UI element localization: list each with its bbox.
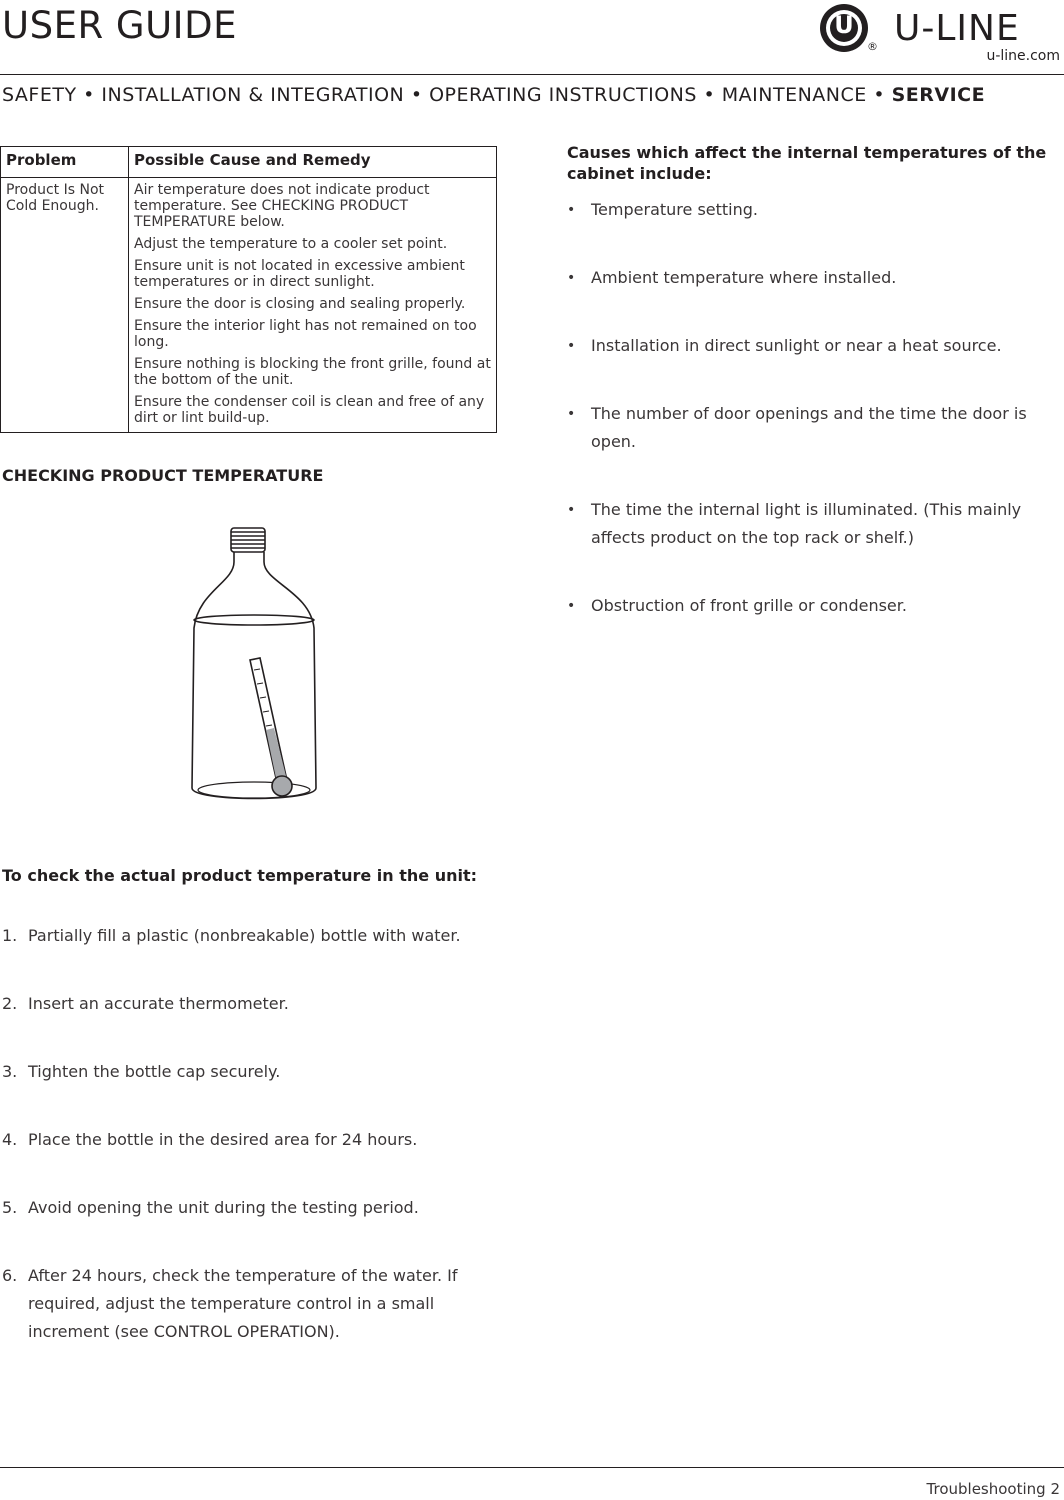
bullet-icon: •	[567, 598, 576, 614]
step-number: 1.	[2, 926, 18, 945]
step-text: Partially fill a plastic (nonbreakable) bottle with water.	[28, 926, 461, 945]
footer-divider	[0, 1467, 1064, 1468]
checking-heading: CHECKING PRODUCT TEMPERATURE	[2, 466, 324, 485]
page-footer-label: Troubleshooting 2	[926, 1480, 1060, 1498]
nav-separator: •	[410, 84, 423, 106]
list-item	[567, 592, 1061, 620]
step-number: 5.	[2, 1198, 18, 1217]
list-item	[2, 1126, 494, 1154]
bottle-base	[198, 782, 310, 798]
bullet-icon: •	[567, 502, 576, 518]
list-item	[567, 196, 1061, 224]
step-text: Avoid opening the unit during the testing period.	[28, 1198, 419, 1217]
list-item	[567, 264, 1061, 292]
bottle-cap-icon	[231, 528, 265, 552]
logo-emblem-icon	[820, 4, 868, 52]
step-text: Insert an accurate thermometer.	[28, 994, 289, 1013]
list-item	[567, 400, 1061, 456]
steps-heading: To check the actual product temperature in the unit:	[2, 866, 478, 885]
problem-cell: Product Is Not Cold Enough.	[1, 178, 129, 433]
step-number: 2.	[2, 994, 18, 1013]
cause-text: Ambient temperature where installed.	[591, 268, 897, 287]
header-divider	[0, 74, 1064, 75]
list-item	[2, 922, 494, 950]
remedy-item: Ensure nothing is blocking the front grille, found at the bottom of the unit.	[134, 356, 491, 388]
registered-mark: ®	[867, 40, 878, 53]
section-nav	[2, 84, 985, 106]
logo-url: u-line.com	[986, 48, 1060, 64]
step-number: 4.	[2, 1130, 18, 1149]
nav-separator: •	[83, 84, 95, 106]
nav-separator: •	[703, 84, 716, 106]
remedy-cell	[129, 178, 497, 433]
nav-item-safety: SAFETY	[2, 84, 77, 106]
bullet-icon: •	[567, 270, 576, 286]
remedy-item: Ensure unit is not located in excessive ambient temperatures or in direct sunlight.	[134, 258, 465, 290]
cause-text: The time the internal light is illuminated. (This mainly affects product on the top rack or shelf.)	[591, 500, 1022, 547]
water-level-line	[194, 615, 314, 625]
nav-item-service: SERVICE	[891, 84, 986, 106]
column-header-problem: Problem	[1, 147, 129, 178]
list-item	[2, 1194, 494, 1222]
nav-item-maintenance: MAINTENANCE	[721, 84, 867, 106]
step-number: 6.	[2, 1266, 18, 1285]
remedy-item: Ensure the condenser coil is clean and free of any dirt or lint build-up.	[134, 394, 485, 426]
cause-text: Installation in direct sunlight or near a heat source.	[591, 336, 1002, 355]
steps-list	[2, 922, 494, 1386]
nav-item-operating: OPERATING INSTRUCTIONS	[429, 84, 697, 106]
list-item	[567, 332, 1061, 360]
remedy-item: Ensure the door is closing and sealing properly.	[134, 296, 466, 312]
bullet-icon: •	[567, 202, 576, 218]
cause-text: Temperature setting.	[591, 200, 758, 219]
remedy-item: Ensure the interior light has not remained on too long.	[134, 318, 477, 350]
bottle-thermometer-illustration	[180, 520, 330, 810]
bullet-icon: •	[567, 338, 576, 354]
table-row	[1, 178, 497, 433]
causes-heading: Causes which affect the internal temperatures of the cabinet include:	[567, 143, 1047, 183]
logo-emblem-letter: U	[834, 11, 854, 39]
cause-text: Obstruction of front grille or condenser.	[591, 596, 907, 615]
remedy-item: Air temperature does not indicate product temperature. See CHECKING PRODUCT TEMPERATURE below.	[134, 182, 430, 230]
bullet-icon: •	[567, 406, 576, 422]
nav-item-installation: INSTALLATION & INTEGRATION	[101, 84, 405, 106]
u-line-logo	[820, 4, 1060, 64]
document-title: USER GUIDE	[2, 4, 237, 47]
step-text: After 24 hours, check the temperature of the water. If required, adjust the temperature control in a small increment (see CONTROL OPERATION).	[28, 1266, 458, 1341]
nav-separator: •	[873, 84, 886, 106]
list-item	[2, 990, 494, 1018]
column-header-remedy: Possible Cause and Remedy	[129, 147, 497, 178]
thermometer-icon	[250, 658, 292, 796]
logo-wordmark: U-LINE	[894, 8, 1020, 49]
step-text: Tighten the bottle cap securely.	[28, 1062, 281, 1081]
list-item	[567, 496, 1061, 552]
list-item	[2, 1058, 494, 1086]
remedy-item: Adjust the temperature to a cooler set point.	[134, 236, 448, 252]
list-item	[2, 1262, 494, 1346]
table-header-row	[1, 147, 497, 178]
causes-list	[567, 196, 1061, 660]
step-number: 3.	[2, 1062, 18, 1081]
troubleshooting-table	[0, 146, 497, 433]
step-text: Place the bottle in the desired area for 24 hours.	[28, 1130, 418, 1149]
cause-text: The number of door openings and the time the door is open.	[591, 404, 1027, 451]
